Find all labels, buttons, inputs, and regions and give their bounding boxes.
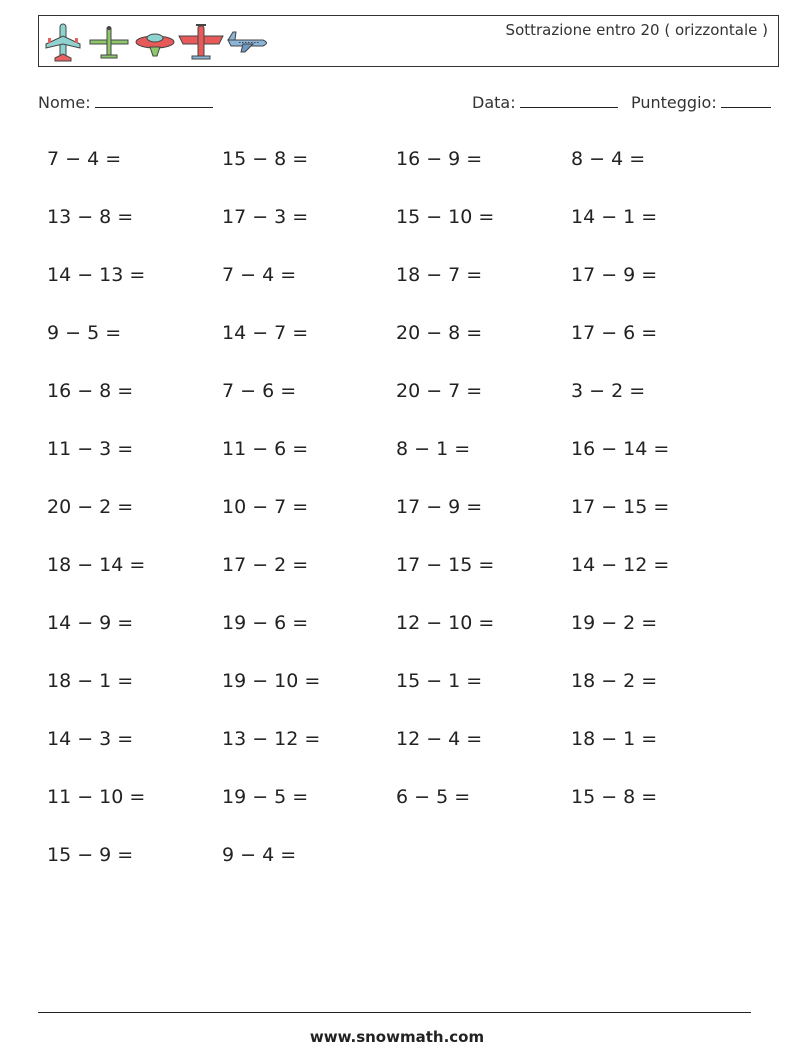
footer-divider bbox=[38, 1012, 751, 1013]
problem-item: 14 − 3 = bbox=[47, 728, 134, 750]
problem-item: 13 − 8 = bbox=[47, 206, 134, 228]
problem-item: 19 − 10 = bbox=[222, 670, 321, 692]
score-line[interactable] bbox=[721, 106, 771, 108]
airplane-icon bbox=[87, 20, 131, 64]
problem-item: 14 − 7 = bbox=[222, 322, 309, 344]
worksheet-header bbox=[38, 15, 779, 67]
airplane-icon bbox=[177, 20, 225, 64]
name-line[interactable] bbox=[95, 106, 213, 108]
problem-item: 11 − 3 = bbox=[47, 438, 134, 460]
problem-item: 20 − 2 = bbox=[47, 496, 134, 518]
name-field bbox=[38, 93, 213, 112]
problem-item: 7 − 4 = bbox=[222, 264, 297, 286]
problem-item: 10 − 7 = bbox=[222, 496, 309, 518]
problem-item: 7 − 6 = bbox=[222, 380, 297, 402]
problem-item: 3 − 2 = bbox=[571, 380, 646, 402]
problem-item: 12 − 10 = bbox=[396, 612, 495, 634]
problem-item: 9 − 5 = bbox=[47, 322, 122, 344]
problem-item: 11 − 6 = bbox=[222, 438, 309, 460]
problem-item: 15 − 1 = bbox=[396, 670, 483, 692]
problem-item: 16 − 9 = bbox=[396, 148, 483, 170]
problem-item: 17 − 6 = bbox=[571, 322, 658, 344]
problem-item: 19 − 2 = bbox=[571, 612, 658, 634]
date-label: Data: bbox=[472, 93, 516, 112]
problem-item: 14 − 12 = bbox=[571, 554, 670, 576]
problem-item: 8 − 4 = bbox=[571, 148, 646, 170]
problem-item: 15 − 8 = bbox=[222, 148, 309, 170]
problem-item: 17 − 15 = bbox=[571, 496, 670, 518]
problem-item: 14 − 9 = bbox=[47, 612, 134, 634]
worksheet-title: Sottrazione entro 20 ( orizzontale ) bbox=[505, 21, 768, 39]
problem-item: 17 − 3 = bbox=[222, 206, 309, 228]
problem-item: 19 − 5 = bbox=[222, 786, 309, 808]
problem-item: 17 − 9 = bbox=[571, 264, 658, 286]
problem-item: 7 − 4 = bbox=[47, 148, 122, 170]
problem-item: 18 − 14 = bbox=[47, 554, 146, 576]
airplane-icon bbox=[43, 20, 83, 64]
footer-website: www.snowmath.com bbox=[309, 1028, 485, 1046]
score-label: Punteggio: bbox=[631, 93, 717, 112]
problem-item: 17 − 9 = bbox=[396, 496, 483, 518]
problem-item: 12 − 4 = bbox=[396, 728, 483, 750]
problem-item: 20 − 7 = bbox=[396, 380, 483, 402]
score-field bbox=[631, 93, 771, 112]
problem-item: 18 − 1 = bbox=[47, 670, 134, 692]
problem-item: 20 − 8 = bbox=[396, 322, 483, 344]
problem-item: 17 − 15 = bbox=[396, 554, 495, 576]
airplane-icon bbox=[225, 20, 271, 64]
problem-item: 19 − 6 = bbox=[222, 612, 309, 634]
problem-item: 17 − 2 = bbox=[222, 554, 309, 576]
problem-item: 15 − 8 = bbox=[571, 786, 658, 808]
problem-item: 18 − 1 = bbox=[571, 728, 658, 750]
problem-item: 14 − 1 = bbox=[571, 206, 658, 228]
date-field bbox=[472, 93, 618, 112]
problem-item: 15 − 10 = bbox=[396, 206, 495, 228]
problem-item: 16 − 8 = bbox=[47, 380, 134, 402]
problem-item: 15 − 9 = bbox=[47, 844, 134, 866]
airplane-icon bbox=[133, 20, 177, 64]
date-line[interactable] bbox=[520, 106, 618, 108]
problem-item: 18 − 7 = bbox=[396, 264, 483, 286]
problem-item: 6 − 5 = bbox=[396, 786, 471, 808]
name-label: Nome: bbox=[38, 93, 91, 112]
problem-item: 13 − 12 = bbox=[222, 728, 321, 750]
problem-item: 8 − 1 = bbox=[396, 438, 471, 460]
problem-item: 18 − 2 = bbox=[571, 670, 658, 692]
problem-item: 11 − 10 = bbox=[47, 786, 146, 808]
problem-item: 9 − 4 = bbox=[222, 844, 297, 866]
problem-item: 14 − 13 = bbox=[47, 264, 146, 286]
problem-item: 16 − 14 = bbox=[571, 438, 670, 460]
